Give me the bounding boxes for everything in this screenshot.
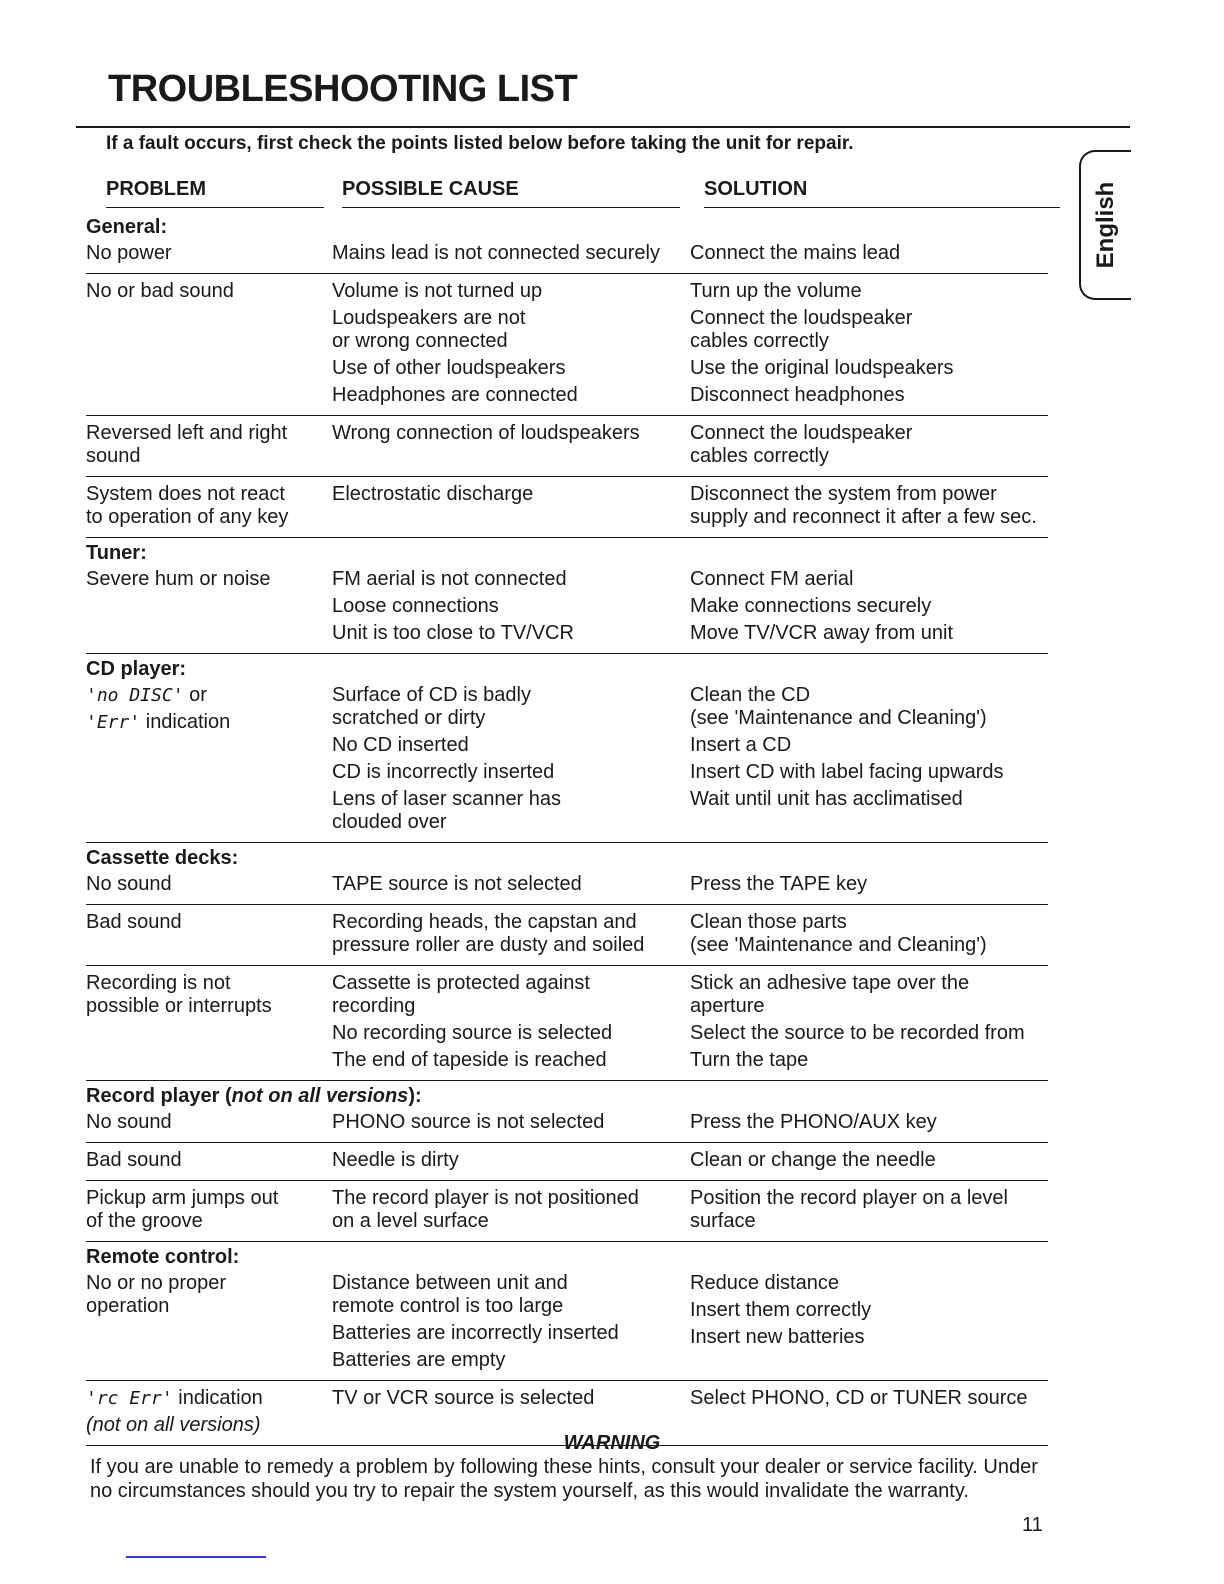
cause-text: PHONO source is not selected bbox=[332, 1111, 605, 1133]
problem-cell bbox=[86, 684, 332, 738]
solution-cell bbox=[690, 280, 1046, 411]
cause-text: Lens of laser scanner has clouded over bbox=[332, 788, 562, 833]
table-row bbox=[86, 871, 1048, 905]
section-title-suffix: ): bbox=[408, 1085, 422, 1107]
problem-text: No sound bbox=[86, 1111, 172, 1133]
solution-cell bbox=[690, 242, 1046, 269]
problem-text: or bbox=[183, 684, 207, 706]
section-title bbox=[86, 216, 1048, 240]
solution-text: Clean the CD (see 'Maintenance and Cleaning') bbox=[690, 684, 987, 729]
cause-text: Unit is too close to TV/VCR bbox=[332, 622, 574, 644]
solution-text: Connect FM aerial bbox=[690, 568, 854, 590]
cause-text: Wrong connection of loudspeakers bbox=[332, 422, 640, 444]
problem-text: Recording is not possible or interrupts bbox=[86, 972, 272, 1017]
solution-text: Use the original loudspeakers bbox=[690, 357, 954, 379]
solution-cell bbox=[690, 568, 1046, 649]
solution-text: Disconnect headphones bbox=[690, 384, 905, 406]
solution-text: Insert a CD bbox=[690, 734, 792, 756]
problem-lcd-line bbox=[86, 711, 322, 734]
problem-text: indication bbox=[140, 711, 231, 733]
problem-text: No power bbox=[86, 242, 172, 264]
solution-text: Clean or change the needle bbox=[690, 1149, 936, 1171]
cause-text: FM aerial is not connected bbox=[332, 568, 567, 590]
solution-cell bbox=[690, 483, 1046, 533]
solution-text: Insert them correctly bbox=[690, 1299, 872, 1321]
title-rule bbox=[76, 126, 1130, 128]
cause-text: Cassette is protected against recording bbox=[332, 972, 590, 1017]
solution-text: Stick an adhesive tape over the aperture bbox=[690, 972, 970, 1017]
solution-text: Disconnect the system from power supply and reconnect it after a few sec. bbox=[690, 483, 1037, 528]
cause-text: No CD inserted bbox=[332, 734, 469, 756]
cause-cell bbox=[332, 972, 690, 1076]
solution-text: Press the PHONO/AUX key bbox=[690, 1111, 937, 1133]
cause-cell bbox=[332, 873, 690, 900]
solution-text: Insert CD with label facing upwards bbox=[690, 761, 1004, 783]
section-title bbox=[86, 1085, 1048, 1109]
problem-cell bbox=[86, 1149, 332, 1176]
table-row bbox=[86, 1109, 1048, 1143]
table-row bbox=[86, 1147, 1048, 1181]
cause-text: Volume is not turned up bbox=[332, 280, 543, 302]
solution-cell bbox=[690, 684, 1046, 815]
footer-rule bbox=[126, 1556, 266, 1558]
cause-text: Loudspeakers are not or wrong connected bbox=[332, 307, 526, 352]
cause-text: Recording heads, the capstan and pressure roller are dusty and soiled bbox=[332, 911, 645, 956]
problem-lcd-line bbox=[86, 684, 322, 707]
problem-cell bbox=[86, 1111, 332, 1138]
cause-cell bbox=[332, 1187, 690, 1237]
table-row bbox=[86, 278, 1048, 416]
solution-text: Position the record player on a level surface bbox=[690, 1187, 1008, 1232]
solution-text: Clean those parts (see 'Maintenance and Cleaning') bbox=[690, 911, 987, 956]
table-row bbox=[86, 566, 1048, 654]
solution-cell bbox=[690, 972, 1046, 1076]
table-row bbox=[86, 1270, 1048, 1381]
solution-text: Turn the tape bbox=[690, 1049, 809, 1071]
problem-note: (not on all versions) bbox=[86, 1414, 261, 1436]
problem-text: Bad sound bbox=[86, 1149, 182, 1171]
problem-text: No sound bbox=[86, 873, 172, 895]
problem-text: Reversed left and right sound bbox=[86, 422, 288, 467]
section-title-text: Record player ( bbox=[86, 1085, 232, 1107]
solution-cell bbox=[690, 911, 1046, 961]
cause-text: Needle is dirty bbox=[332, 1149, 459, 1171]
cause-text: Loose connections bbox=[332, 595, 499, 617]
problem-text: No or bad sound bbox=[86, 280, 234, 302]
problem-text: No or no proper operation bbox=[86, 1272, 227, 1317]
cause-text: Surface of CD is badly scratched or dirty bbox=[332, 684, 531, 729]
solution-cell bbox=[690, 1187, 1046, 1237]
solution-text: Wait until unit has acclimatised bbox=[690, 788, 963, 810]
cause-text: The record player is not positioned on a level surface bbox=[332, 1187, 639, 1232]
page-number: 11 bbox=[1022, 1514, 1043, 1536]
lcd-display-text: 'rc Err' bbox=[86, 1388, 173, 1409]
warning-text: If you are unable to remedy a problem by following these hints, consult your dealer or service facility. Under no circumstances should you try to repair the system yourself, as this would invalidate the warranty. bbox=[90, 1456, 1038, 1502]
cause-text: Electrostatic discharge bbox=[332, 483, 534, 505]
section-title bbox=[86, 1246, 1048, 1270]
cause-text: Headphones are connected bbox=[332, 384, 578, 406]
language-tab bbox=[1079, 150, 1131, 300]
cause-text: CD is incorrectly inserted bbox=[332, 761, 555, 783]
cause-text: Batteries are empty bbox=[332, 1349, 506, 1371]
cause-cell bbox=[332, 483, 690, 510]
cause-cell bbox=[332, 242, 690, 269]
problem-cell bbox=[86, 242, 332, 269]
problem-cell bbox=[86, 972, 332, 1022]
cause-cell bbox=[332, 280, 690, 411]
cause-cell bbox=[332, 1387, 690, 1414]
cause-cell bbox=[332, 1149, 690, 1176]
solution-text: Connect the loudspeaker cables correctly bbox=[690, 422, 913, 467]
table-row bbox=[86, 1185, 1048, 1242]
solution-text: Connect the mains lead bbox=[690, 242, 901, 264]
cause-text: Distance between unit and remote control is too large bbox=[332, 1272, 568, 1317]
problem-text: indication bbox=[172, 1387, 263, 1409]
section-title-text: General: bbox=[86, 216, 168, 238]
solution-cell bbox=[690, 873, 1046, 900]
problem-lcd-line bbox=[86, 1387, 322, 1410]
cause-text: Use of other loudspeakers bbox=[332, 357, 566, 379]
table-row bbox=[86, 420, 1048, 477]
cause-cell bbox=[332, 911, 690, 961]
table-row bbox=[86, 909, 1048, 966]
problem-cell bbox=[86, 1272, 332, 1322]
solution-text: Move TV/VCR away from unit bbox=[690, 622, 954, 644]
solution-cell bbox=[690, 1387, 1046, 1414]
problem-cell bbox=[86, 568, 332, 595]
problem-cell bbox=[86, 280, 332, 307]
solution-text: Reduce distance bbox=[690, 1272, 839, 1294]
solution-text: Turn up the volume bbox=[690, 280, 862, 302]
intro-text: If a fault occurs, first check the points listed below before taking the unit for repair. bbox=[106, 133, 854, 154]
problem-text: Severe hum or noise bbox=[86, 568, 271, 590]
table-row bbox=[86, 682, 1048, 843]
cause-text: No recording source is selected bbox=[332, 1022, 613, 1044]
problem-cell bbox=[86, 483, 332, 533]
section-title-text: Remote control: bbox=[86, 1246, 240, 1268]
problem-cell bbox=[86, 911, 332, 938]
table-row bbox=[86, 240, 1048, 274]
page-title: TROUBLESHOOTING LIST bbox=[108, 68, 578, 110]
section-title bbox=[86, 542, 1048, 566]
cause-cell bbox=[332, 1272, 690, 1376]
section-title-italic: not on all versions bbox=[231, 1085, 409, 1107]
lcd-display-text: 'Err' bbox=[86, 712, 141, 733]
solution-text: Select PHONO, CD or TUNER source bbox=[690, 1387, 1028, 1409]
solution-cell bbox=[690, 1272, 1046, 1353]
cause-text: TAPE source is not selected bbox=[332, 873, 582, 895]
problem-cell bbox=[86, 873, 332, 900]
solution-text: Connect the loudspeaker cables correctly bbox=[690, 307, 913, 352]
cause-text: TV or VCR source is selected bbox=[332, 1387, 595, 1409]
section-title-text: CD player: bbox=[86, 658, 187, 680]
lcd-display-text: 'no DISC' bbox=[86, 685, 184, 706]
problem-text: Bad sound bbox=[86, 911, 182, 933]
cause-cell bbox=[332, 684, 690, 838]
section-title bbox=[86, 847, 1048, 871]
solution-text: Insert new batteries bbox=[690, 1326, 865, 1348]
problem-cell bbox=[86, 1187, 332, 1237]
language-tab-label: English bbox=[1092, 181, 1119, 269]
section-title-text: Cassette decks: bbox=[86, 847, 239, 869]
column-header-solution: SOLUTION bbox=[704, 178, 1060, 208]
solution-cell bbox=[690, 1149, 1046, 1176]
table-row bbox=[86, 481, 1048, 538]
solution-text: Press the TAPE key bbox=[690, 873, 868, 895]
table-row bbox=[86, 970, 1048, 1081]
column-header-problem: PROBLEM bbox=[106, 178, 324, 208]
section-title bbox=[86, 658, 1048, 682]
cause-cell bbox=[332, 1111, 690, 1138]
solution-text: Select the source to be recorded from bbox=[690, 1022, 1025, 1044]
troubleshooting-table bbox=[86, 212, 1048, 1450]
problem-text: Pickup arm jumps out of the groove bbox=[86, 1187, 279, 1232]
problem-text: System does not react to operation of any key bbox=[86, 483, 289, 528]
solution-cell bbox=[690, 422, 1046, 472]
cause-text: Batteries are incorrectly inserted bbox=[332, 1322, 619, 1344]
section-title-text: Tuner: bbox=[86, 542, 147, 564]
solution-cell bbox=[690, 1111, 1046, 1138]
problem-cell bbox=[86, 422, 332, 472]
warning-title: WARNING bbox=[563, 1432, 661, 1454]
cause-cell bbox=[332, 422, 690, 449]
cause-cell bbox=[332, 568, 690, 649]
column-header-cause: POSSIBLE CAUSE bbox=[342, 178, 680, 208]
cause-text: The end of tapeside is reached bbox=[332, 1049, 607, 1071]
solution-text: Make connections securely bbox=[690, 595, 932, 617]
cause-text: Mains lead is not connected securely bbox=[332, 242, 660, 264]
